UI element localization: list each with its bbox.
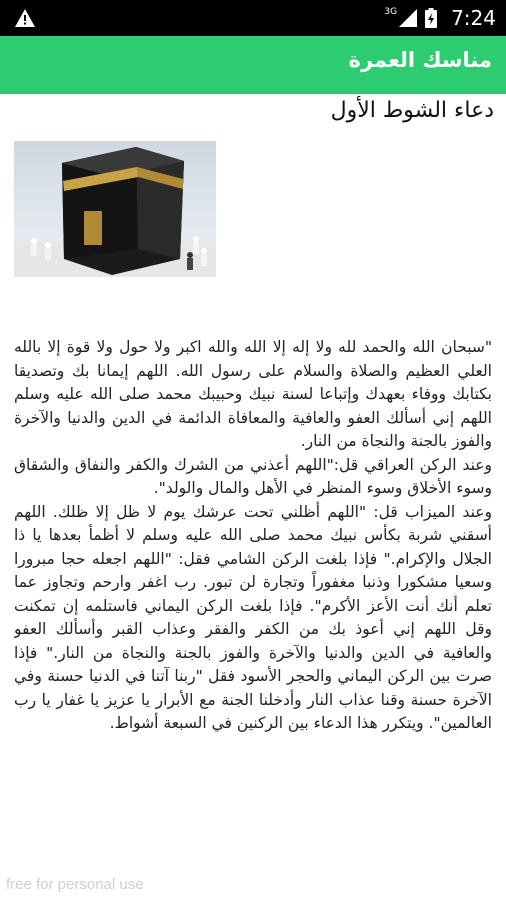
signal-icon (399, 9, 417, 27)
dua-text (14, 336, 492, 880)
paragraph: وعند الركن العراقي قل:"اللهم أعذني من الشرك والكفر والنفاق والشقاق وسوء الأخلاق وسوء المنظر في الأهل والمال والولد". (14, 455, 492, 497)
kaaba-image (14, 141, 216, 277)
section-heading: دعاء الشوط الأول (330, 98, 494, 123)
watermark: free for personal use (6, 876, 144, 893)
network-type-label: 3G (384, 7, 398, 17)
paragraph: وعند الميزاب قل: "اللهم أظلني تحت عرشك يوم لا ظل إلا ظلك. اللهم أسقني شربة بكأس نبيك محمد صلى الله عليه وسلم لا أظمأ بعدها يا ذا الجلال والإكرام." فإذا بلغت الركن الشامي فقل: "اللهم اجعله حجا مبرورا وسعيا مشكورا وذنبا مغفوراً وتجارة لن تبور. رب اغفر وارحم وتجاوز عما تعلم أنك أنت الأعز الأكرم". فإذا بلغت الركن اليماني فاستلمه إن تمكنت وقل اللهم إني أعوذ بك من الكفر والفقر وعذاب القبر وأسألك العفو والعافية في الدين والدنيا والآخرة والفوز بالجنة والنجاة من النار." فإذا صرت بين الركن اليماني والحجر الأسود فقل "ربنا آتنا في الدنيا حسنة وفي الآخرة حسنة وقنا عذاب النار وأدخلنا الجنة مع الأبرار يا عزيز يا غفار يا رب العالمين". ويتكرر هذا الدعاء بين الركنين في السبعة أشواط. (14, 502, 492, 732)
paragraph: "سبحان الله والحمد لله ولا إله إلا الله والله اكبر ولا حول ولا قوة إلا بالله العلي العظيم والصلاة والسلام على رسول الله. اللهم إيمانا بك وتصديقا بكتابك ووفاء بعهدك وإتباعا لسنة نبيك وحبيبك محمد صلى الله عليه وسلم اللهم إني أسألك العفو والعافية والمعافاة الدائمة في الدين والدنيا والآخرة والفوز بالجنة والنجاة من النار. (14, 338, 492, 450)
status-bar (0, 0, 506, 36)
battery-icon (425, 8, 437, 28)
status-icons (384, 0, 496, 36)
status-time: 7:24 (451, 6, 496, 30)
warning-icon (14, 8, 36, 28)
app-title: مناسك العمرة (348, 48, 492, 72)
app-bar (0, 36, 506, 94)
